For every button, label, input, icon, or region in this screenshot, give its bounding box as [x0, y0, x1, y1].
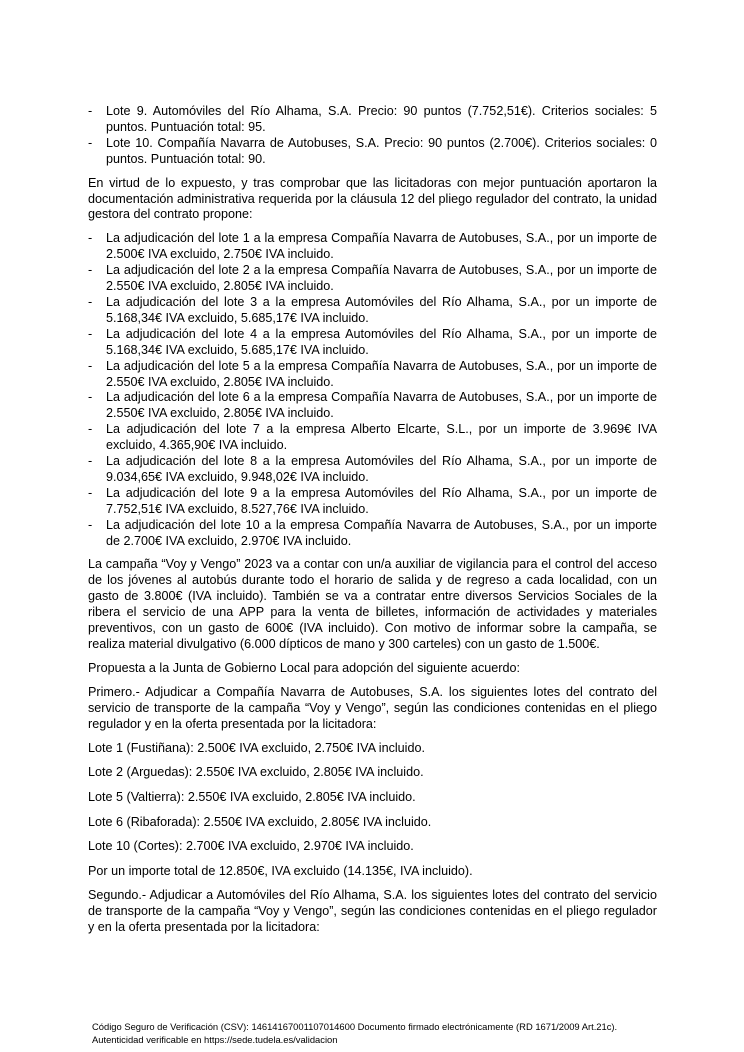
lote-line: Lote 2 (Arguedas): 2.550€ IVA excluido, 2.805€ IVA incluido.	[88, 765, 424, 780]
paragraph-expuesto: En virtud de lo expuesto, y tras comprobar que las licitadoras con mejor puntuación aportaron la documentación administrativa requerida por la cláusula 12 del pliego regulador del contrato, la unidad gestora del contrato propone:	[88, 175, 657, 222]
list-item: - La adjudicación del lote 6 a la empresa Compañía Navarra de Autobuses, S.A., por un importe de 2.550€ IVA excluido, 2.805€ IVA incluido.	[88, 390, 657, 421]
list-item: - La adjudicación del lote 5 a la empresa Compañía Navarra de Autobuses, S.A., por un importe de 2.550€ IVA excluido, 2.805€ IVA incluido.	[88, 358, 657, 389]
csv-line: Código Seguro de Verificación (CSV): 14614167001107014600 Documento firmado electrónicamente (RD 1671/2009 Art.21c).	[92, 1021, 618, 1032]
list-item: - La adjudicación del lote 7 a la empresa Alberto Elcarte, S.L., por un importe de 3.969€ IVA excluido, 4.365,90€ IVA incluido.	[88, 422, 657, 453]
verification-footer	[92, 1021, 652, 1046]
dash-bullet: -	[88, 263, 93, 278]
document-body	[88, 104, 657, 944]
list-item: - Lote 9. Automóviles del Río Alhama, S.A. Precio: 90 puntos (7.752,51€). Criterios sociales: 5 puntos. Puntuación total: 95.	[88, 104, 657, 134]
paragraph-campana: La campaña “Voy y Vengo” 2023 va a contar con un/a auxiliar de vigilancia para el control del acceso de los jóvenes al autobús durante todo el horario de salida y de regreso a cada localidad, con un gasto de 3.800€ (IVA incluido). También se va a contratar entre diversos Servicios Sociales de la ribera el servicio de una APP para la venta de billetes, información de actividades y materiales preventivos, con un gasto de 600€ (IVA incluido). Con motivo de informar sobre la campaña, se realiza material divulgativo (6.000 dípticos de mano y 300 carteles) con un gasto de 1.500€.	[88, 557, 657, 651]
lote-line: Lote 1 (Fustiñana): 2.500€ IVA excluido, 2.750€ IVA incluido.	[88, 740, 425, 755]
paragraph-primero: Primero.- Adjudicar a Compañía Navarra de Autobuses, S.A. los siguientes lotes del contrato del servicio de transporte de la campaña “Voy y Vengo”, según las condiciones contenidas en el pliego regulador y en la oferta presentada por la licitadora:	[88, 684, 657, 731]
dash-bullet: -	[88, 422, 93, 437]
paragraph-total: Por un importe total de 12.850€, IVA excluido (14.135€, IVA incluido).	[88, 864, 473, 879]
list-item: - La adjudicación del lote 9 a la empresa Automóviles del Río Alhama, S.A., por un importe de 7.752,51€ IVA excluido, 8.527,76€ IVA incluido.	[88, 485, 657, 516]
list-item: - La adjudicación del lote 1 a la empresa Compañía Navarra de Autobuses, S.A., por un importe de 2.500€ IVA excluido, 2.750€ IVA incluido.	[88, 231, 657, 262]
dash-bullet: -	[88, 358, 93, 373]
dash-bullet: -	[88, 454, 93, 469]
lote-line: Lote 6 (Ribaforada): 2.550€ IVA excluido, 2.805€ IVA incluido.	[88, 814, 432, 829]
dash-bullet: -	[88, 135, 93, 150]
lot-scores-list	[88, 104, 657, 168]
dash-bullet: -	[88, 104, 93, 118]
lote-line: Lote 5 (Valtierra): 2.550€ IVA excluido, 2.805€ IVA incluido.	[88, 789, 416, 804]
dash-bullet: -	[88, 294, 93, 309]
list-item: - La adjudicación del lote 4 a la empresa Automóviles del Río Alhama, S.A., por un importe de 5.168,34€ IVA excluido, 5.685,17€ IVA incluido.	[88, 326, 657, 357]
list-item: - La adjudicación del lote 3 a la empresa Automóviles del Río Alhama, S.A., por un importe de 5.168,34€ IVA excluido, 5.685,17€ IVA incluido.	[88, 294, 657, 325]
list-item: - La adjudicación del lote 10 a la empresa Compañía Navarra de Autobuses, S.A., por un importe de 2.700€ IVA excluido, 2.970€ IVA incluido.	[88, 517, 657, 548]
dash-bullet: -	[88, 326, 93, 341]
list-item: - La adjudicación del lote 2 a la empresa Compañía Navarra de Autobuses, S.A., por un importe de 2.550€ IVA excluido, 2.805€ IVA incluido.	[88, 263, 657, 294]
dash-bullet: -	[88, 485, 93, 500]
dash-bullet: -	[88, 390, 93, 405]
paragraph-segundo: Segundo.- Adjudicar a Automóviles del Río Alhama, S.A. los siguientes lotes del contrato del servicio de transporte de la campaña “Voy y Vengo”, según las condiciones contenidas en el pliego regulador y en la oferta presentada por la licitadora:	[88, 887, 657, 934]
adjudication-list	[88, 231, 657, 549]
list-item: - Lote 10. Compañía Navarra de Autobuses, S.A. Precio: 90 puntos (2.700€). Criterios sociales: 0 puntos. Puntuación total: 90.	[88, 135, 657, 166]
paragraph-propuesta: Propuesta a la Junta de Gobierno Local para adopción del siguiente acuerdo:	[88, 660, 520, 675]
lote-line: Lote 10 (Cortes): 2.700€ IVA excluido, 2.970€ IVA incluido.	[88, 839, 414, 854]
dash-bullet: -	[88, 517, 93, 532]
list-item: - La adjudicación del lote 8 a la empresa Automóviles del Río Alhama, S.A., por un importe de 9.034,65€ IVA excluido, 9.948,02€ IVA incluido.	[88, 454, 657, 484]
validation-link[interactable]: Autenticidad verificable en https://sede.tudela.es/validacion	[92, 1033, 338, 1045]
dash-bullet: -	[88, 231, 93, 246]
